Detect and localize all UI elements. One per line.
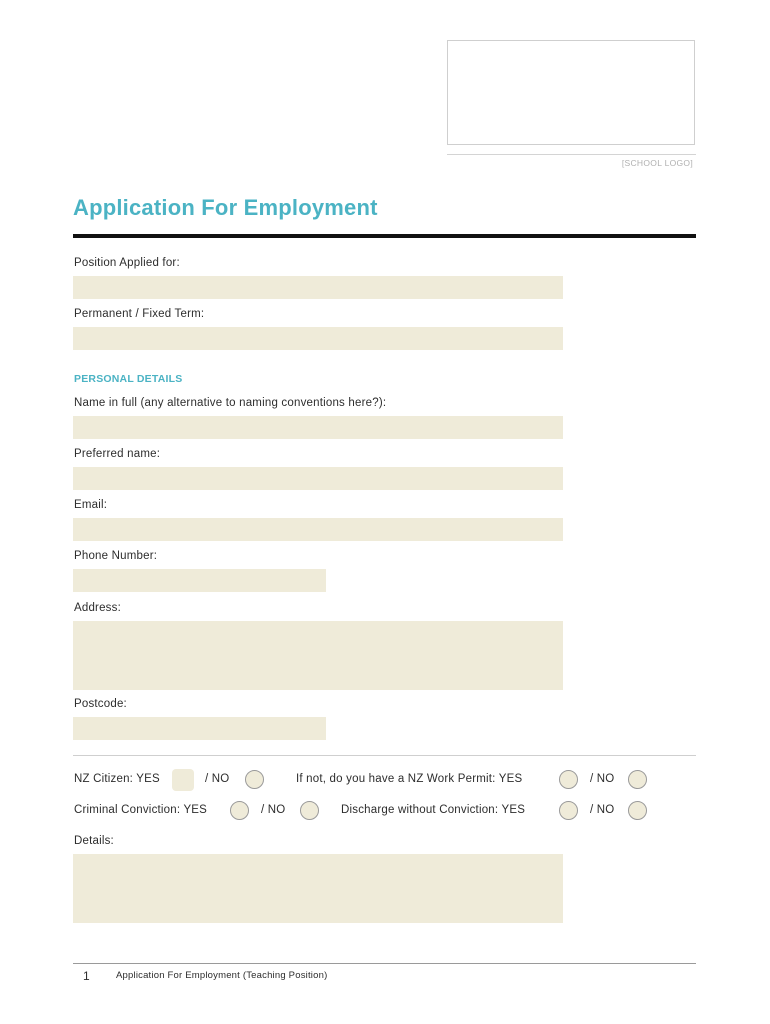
work-permit-no-radio[interactable] (628, 770, 647, 789)
footer-title: Application For Employment (Teaching Position) (116, 970, 328, 981)
postcode-label: Postcode: (74, 698, 127, 710)
term-label: Permanent / Fixed Term: (74, 308, 205, 320)
school-logo-label: [SCHOOL LOGO] (621, 158, 693, 168)
position-applied-input[interactable] (73, 276, 563, 299)
discharge-yes-radio[interactable] (559, 801, 578, 820)
phone-label: Phone Number: (74, 550, 158, 562)
section-divider (73, 755, 696, 756)
name-full-input[interactable] (73, 416, 563, 439)
preferred-name-input[interactable] (73, 467, 563, 490)
criminal-conviction-no-radio[interactable] (300, 801, 319, 820)
address-input[interactable] (73, 621, 563, 690)
term-input[interactable] (73, 327, 563, 350)
preferred-name-label: Preferred name: (74, 448, 161, 460)
criminal-conviction-yes-radio[interactable] (230, 801, 249, 820)
title-divider (73, 234, 696, 238)
email-label: Email: (74, 499, 108, 511)
details-label: Details: (74, 835, 114, 847)
name-full-label: Name in full (any alternative to naming conventions here?): (74, 397, 387, 409)
work-permit-label: If not, do you have a NZ Work Permit: YES (296, 773, 523, 785)
discharge-label: Discharge without Conviction: YES (341, 804, 526, 816)
email-input[interactable] (73, 518, 563, 541)
page-number: 1 (83, 969, 90, 983)
nz-citizen-label: NZ Citizen: YES (74, 773, 160, 785)
nz-citizen-no-radio[interactable] (245, 770, 264, 789)
nz-citizen-yes-checkbox[interactable] (172, 769, 194, 791)
nz-citizen-no-label: / NO (205, 773, 230, 785)
criminal-conviction-no-label: / NO (261, 804, 286, 816)
address-label: Address: (74, 602, 121, 614)
work-permit-yes-radio[interactable] (559, 770, 578, 789)
position-applied-label: Position Applied for: (74, 257, 180, 269)
discharge-no-label: / NO (590, 804, 615, 816)
details-input[interactable] (73, 854, 563, 923)
postcode-input[interactable] (73, 717, 326, 740)
page-title: Application For Employment (73, 195, 378, 220)
work-permit-no-label: / NO (590, 773, 615, 785)
school-logo-placeholder (447, 40, 695, 145)
phone-input[interactable] (73, 569, 326, 592)
personal-details-heading: PERSONAL DETAILS (74, 373, 183, 385)
logo-divider (447, 154, 696, 155)
footer-divider (73, 963, 696, 964)
discharge-no-radio[interactable] (628, 801, 647, 820)
criminal-conviction-label: Criminal Conviction: YES (74, 804, 208, 816)
